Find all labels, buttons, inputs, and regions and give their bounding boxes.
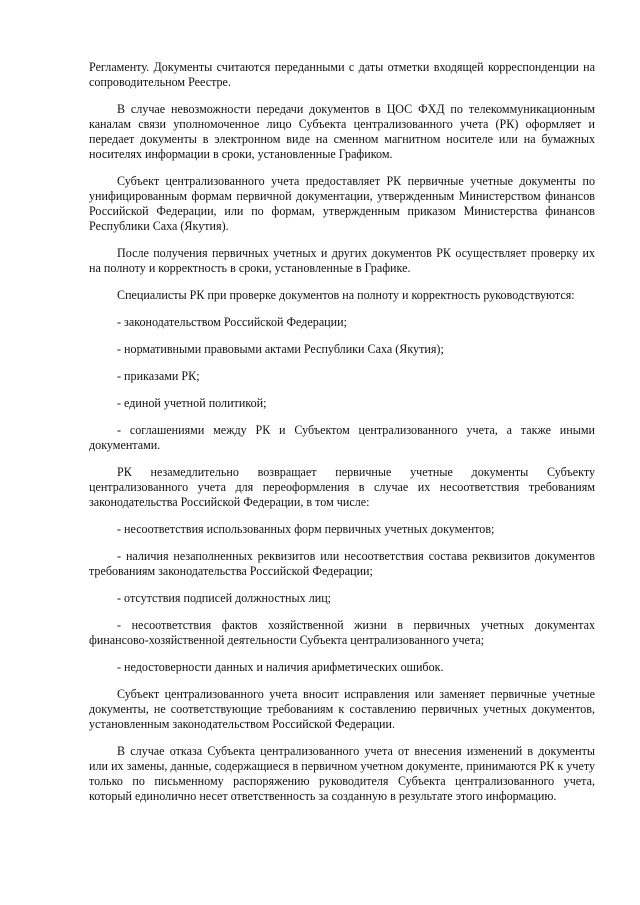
list-item-legislation: - законодательством Российской Федерации; <box>117 315 347 329</box>
list-item-arithmetic-errors: - недостоверности данных и наличия арифметических ошибок. <box>117 660 444 674</box>
list-item-forms-mismatch: - несоответствия использованных форм первичных учетных документов; <box>117 522 495 536</box>
paragraph-corrections: Субъект централизованного учета вносит исправления или заменяет первичные учетные документы, не соответствующие требованиям к составлению первичных учетных документов, установленным законодательством Российской Федерации. <box>89 687 595 731</box>
list-item-missing-signatures: - отсутствия подписей должностных лиц; <box>117 591 332 605</box>
list-item-orders: - приказами РК; <box>117 369 200 383</box>
paragraph-verification: После получения первичных учетных и других документов РК осуществляет проверку их на полноту и корректность в сроки, установленные в Графике. <box>89 246 595 275</box>
document-body <box>89 60 595 816</box>
list-item-agreements: - соглашениями между РК и Субъектом централизованного учета, а также иными документами. <box>89 423 595 452</box>
list-item-normative-acts: - нормативными правовыми актами Республики Саха (Якутия); <box>117 342 444 356</box>
paragraph-specialists-guided: Специалисты РК при проверке документов на полноту и корректность руководствуются: <box>117 288 575 302</box>
paragraph-continuation: Регламенту. Документы считаются переданными с даты отметки входящей корреспонденции на сопроводительном Реестре. <box>89 60 595 89</box>
paragraph-primary-documents: Субъект централизованного учета предоставляет РК первичные учетные документы по унифицированным формам первичной документации, утвержденным Министерством финансов Российской Федерации, или по формам, утвержденным приказом Министерства финансов Республики Саха (Якутия). <box>89 174 595 233</box>
list-item-missing-requisites: - наличия незаполненных реквизитов или несоответствия состава реквизитов документов требованиям законодательства Российской Федерации; <box>89 549 595 578</box>
paragraph-refusal: В случае отказа Субъекта централизованного учета от внесения изменений в документы или их замены, данные, содержащиеся в первичном учетном документе, принимаются РК к учету только по письменному распоряжению руководителя Субъекта централизованного учета, который единолично несет ответственность за созданную в результате этого информацию. <box>89 744 595 803</box>
paragraph-transfer-impossible: В случае невозможности передачи документов в ЦОС ФХД по телекоммуникационным каналам связи уполномоченное лицо Субъекта централизованного учета (РК) оформляет и передает документы в электронном виде на сменном магнитном носителе или на бумажных носителях информации в сроки, установленные Графиком. <box>89 102 595 161</box>
list-item-facts-mismatch: - несоответствия фактов хозяйственной жизни в первичных учетных документах финансово-хозяйственной деятельности Субъекта централизованного учета; <box>89 618 595 647</box>
list-item-accounting-policy: - единой учетной политикой; <box>117 396 267 410</box>
paragraph-return-documents: РК незамедлительно возвращает первичные учетные документы Субъекту централизованного учета для переоформления в случае их несоответствия требованиям законодательства Российской Федерации, в том числе: <box>89 465 595 509</box>
